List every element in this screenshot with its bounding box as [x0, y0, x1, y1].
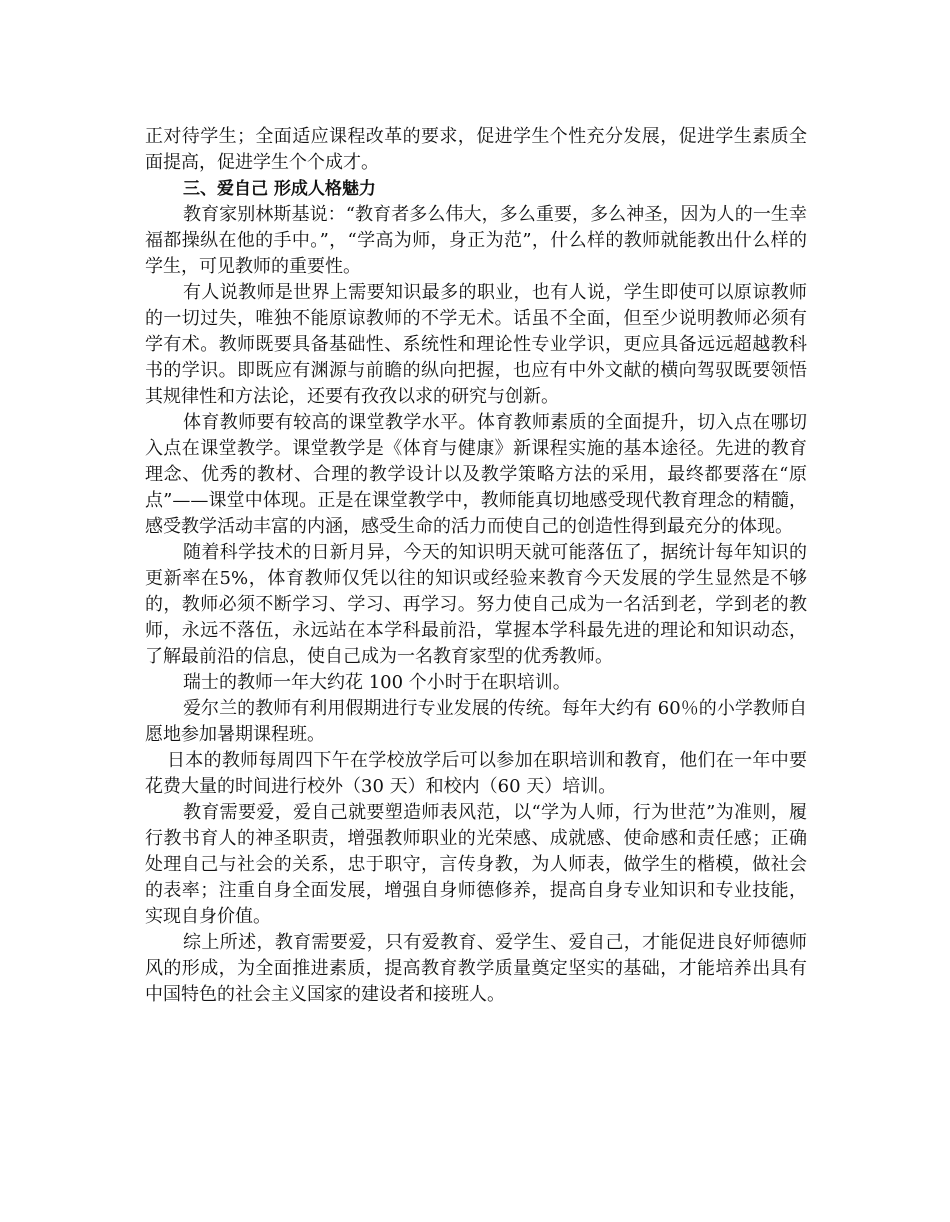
paragraph-love-self: 教育需要爱，爱自己就要塑造师表风范，以“学为人师，行为世范”为准则，履行教书育人的神圣职责，增强教师职业的光荣感、成就感、使命感和责任感；正确处理自己与社会的关系，忠于职守，言传身教，为人师表，做学生的楷模，做社会的表率；注重自身全面发展，增强自身师德修养，提高自身专业知识和专业技能，实现自身价值。: [145, 802, 807, 927]
paragraph-continuous-learning: 随着科学技术的日新月异，今天的知识明天就可能落伍了，据统计每年知识的更新率在5%，体育教师仅凭以往的知识或经验来教育今天发展的学生显然是不够的，教师必须不断学习、学习、再学习。努力使自己成为一名活到老，学到老的教师，永远不落伍，永远站在本学科最前沿，掌握本学科最先进的理论和知识动态，了解最前沿的信息，使自己成为一名教育家型的优秀教师。: [145, 542, 807, 667]
paragraph-classroom-teaching: 体育教师要有较高的课堂教学水平。体育教师素质的全面提升，切入点在哪切入点在课堂教学。课堂教学是《体育与健康》新课程实施的基本途径。先进的教育理念、优秀的教材、合理的教学设计以及教学策略方法的采用，最终都要落在“原点”——课堂中体现。正是在课堂教学中，教师能真切地感受现代教育理念的精髓，感受教学活动丰富的内涵，感受生命的活力而使自己的创造性得到最充分的体现。: [145, 412, 807, 537]
paragraph-ireland: 爱尔兰的教师有利用假期进行专业发展的传统。每年大约有 60％的小学教师自愿地参加暑期课程班。: [145, 698, 807, 745]
paragraph-continuation: 正对待学生；全面适应课程改革的要求，促进学生个性充分发展，促进学生素质全面提高，促进学生个个成才。: [145, 126, 807, 173]
paragraph-switzerland: 瑞士的教师一年大约花 100 个小时于在职培训。: [183, 672, 571, 693]
document-body: [145, 124, 807, 1008]
section-heading: 三、爱自己 形成人格魅力: [183, 179, 376, 199]
paragraph-teacher-knowledge: 有人说教师是世界上需要知识最多的职业，也有人说，学生即使可以原谅教师的一切过失，唯独不能原谅教师的不学无术。话虽不全面，但至少说明教师必须有学有术。教师既要具备基础性、系统性和理论性专业学识，更应具备远远超越教科书的学识。即既应有渊源与前瞻的纵向把握，也应有中外文献的横向驾驭既要领悟其规律性和方法论，还要有孜孜以求的研究与创新。: [145, 282, 807, 407]
paragraph-japan: 日本的教师每周四下午在学校放学后可以参加在职培训和教育，他们在一年中要花费大量的时间进行校外（30 天）和校内（60 天）培训。: [145, 750, 807, 797]
paragraph-belinsky-quote: 教育家别林斯基说：“教育者多么伟大，多么重要，多么神圣，因为人的一生幸福都操纵在他的手中。”，“学高为师，身正为范”，什么样的教师就能教出什么样的学生，可见教师的重要性。: [145, 204, 807, 277]
paragraph-conclusion: 综上所述，教育需要爱，只有爱教育、爱学生、爱自己，才能促进良好师德师风的形成，为全面推进素质，提高教育教学质量奠定坚实的基础，才能培养出具有中国特色的社会主义国家的建设者和接班人。: [145, 932, 807, 1005]
